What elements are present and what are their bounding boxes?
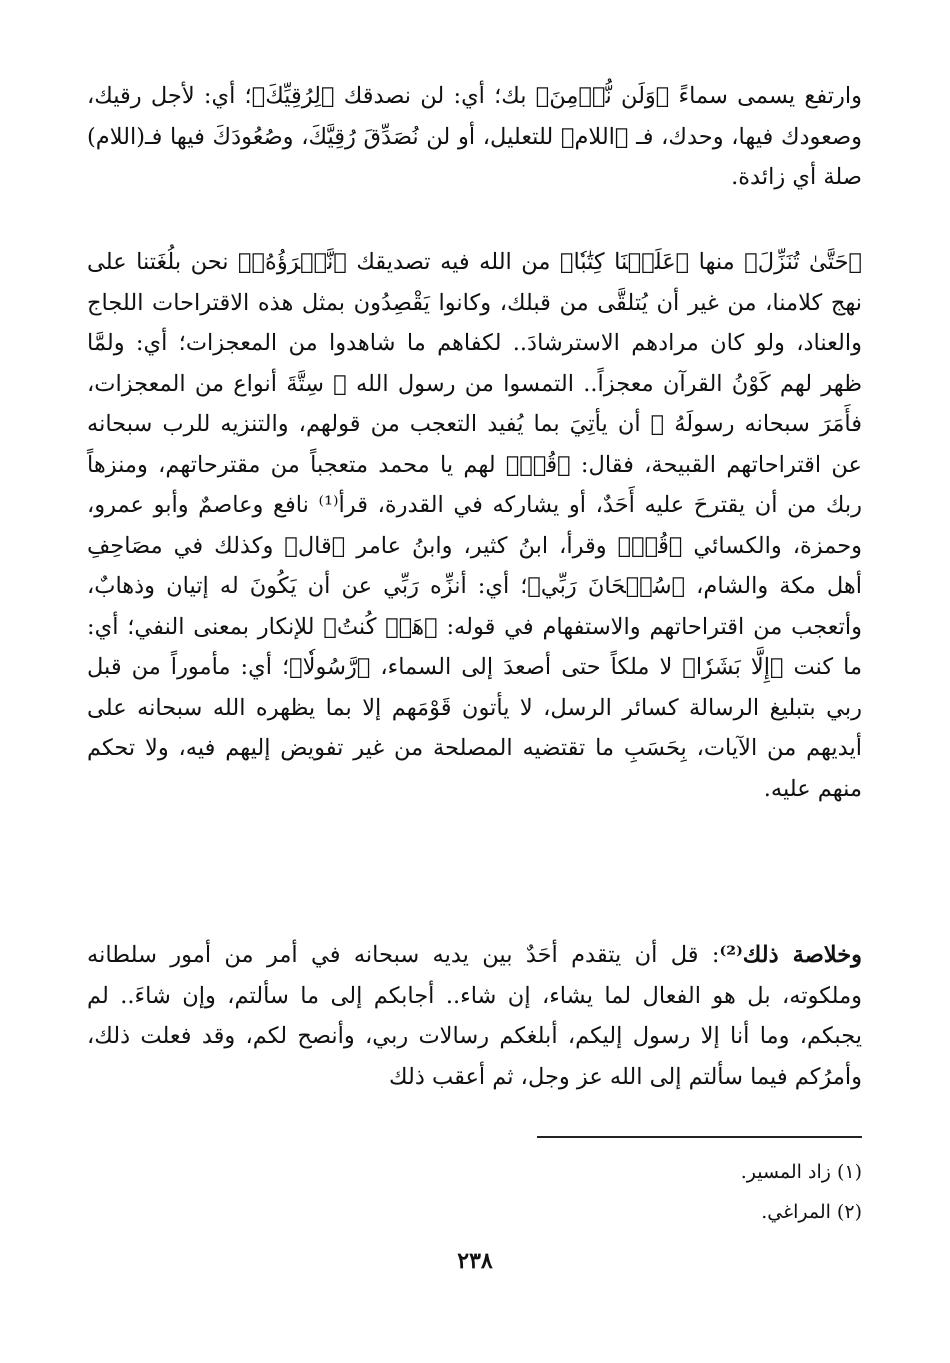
body-paragraph-2: [87, 242, 862, 809]
paragraph-text: ﴿حَتَّىٰ تُنَزِّلَ﴾ منها ﴿عَلَيۡنَا كِتَٰبٗا﴾ من الله فيه تصديقك ﴿نَّقۡرَؤُهُۥ﴾ نحن بلُغَتنا على نهج كلامنا، من غير أن يُتلقَّى من قبلك، وكانوا يَقْصِدُون بمثل هذه الاقتراحات اللجاج والعناد، ولو كان مرادهم الاسترشادَ.. لكفاهم ما شاهدوا من المعجزات؛ أي: ولمَّا ظهر لهم كَوْنُ القرآن معجزاً.. التمسوا من رسول الله ﷺ سِتَّةَ أنواع من المعجزات، فأَمَرَ سبحانه رسولَهُ ﷺ أن يأتِيَ بما يُفيد التعجب من قولهم، والتنزيه للرب سبحانه عن اقتراحاتهم القبيحة، فقال: ﴿قُلۡ﴾ لهم يا محمد متعجباً من مقترحاتهم، ومنزهاً ربك من أن يقترحَ عليه أَحَدٌ، أو يشاركه في القدرة، قرأ⁽¹⁾ نافع وعاصمٌ وأبو عمرو، وحمزة، والكسائي ﴿قُلۡ﴾ وقرأ، ابنُ كثير، وابنُ عامر ﴿قال﴾ وكذلك في مصَاحِفِ أهل مكة والشام، ﴿سُبۡحَانَ رَبِّي﴾؛ أي: أنزِّه رَبِّي عن أن يَكُونَ له إتيان وذهابٌ، وأتعجب من اقتراحاتهم والاستفهام في قوله: ﴿هَلۡ كُنتُ﴾ للإنكار بمعنى النفي؛ أي: ما كنت ﴿إِلَّا بَشَرٗا﴾ لا ملكاً حتى أصعدَ إلى السماء، ﴿رَّسُولٗا﴾؛ أي: مأموراً من قبل ربي بتبليغ الرسالة كسائر الرسل، لا يأتون قَوْمَهم إلا بما يظهره الله سبحانه على أيديهم من الآيات، بِحَسَبِ ما تقتضيه المصلحة من غير تفويض إليهم فيه، ولا تحكم منهم عليه.: [87, 249, 863, 802]
paragraph-text: [87, 935, 862, 1097]
footnote-1: (١) زاد المسير.: [740, 1161, 862, 1183]
body-paragraph-1: [87, 76, 862, 198]
page-number: ٢٣٨: [457, 1248, 493, 1274]
body-paragraph-3: [87, 935, 862, 1097]
footnote-2: (٢) المراغي.: [761, 1201, 862, 1223]
summary-heading: وخلاصة ذلك⁽²⁾: [719, 942, 862, 968]
footnote-divider: [537, 1136, 862, 1138]
paragraph-body: : قل أن يتقدم أحَدٌ بين يديه سبحانه في أمر من أمور سلطانه وملكوته، بل هو الفعال لما يشاء، إن شاء.. أجابكم إلى ما سألتم، وإن شاءَ.. لم يجبكم، وما أنا إلا رسول إليكم، أبلغكم رسالات ربي، وأنصح لكم، وقد فعلت ذلك، وأمرُكم فيما سألتم إلى الله عز وجل، ثم أعقب ذلك: [87, 942, 862, 1090]
footnotes: [362, 1152, 862, 1232]
paragraph-text: وارتفع يسمى سماءً ﴿وَلَن نُّؤۡمِنَ﴾ بك؛ أي: لن نصدقك ﴿لِرُقِيِّكَ﴾؛ أي: لأجل رقيك، وصعودك فيها، وحدك، فـ ﴿اللام﴾ للتعليل، أو لن نُصَدِّقَ رُقِيَّكَ، وصُعُودَكَ فيها فـ(اللام) صلة أي زائدة.: [87, 83, 862, 190]
